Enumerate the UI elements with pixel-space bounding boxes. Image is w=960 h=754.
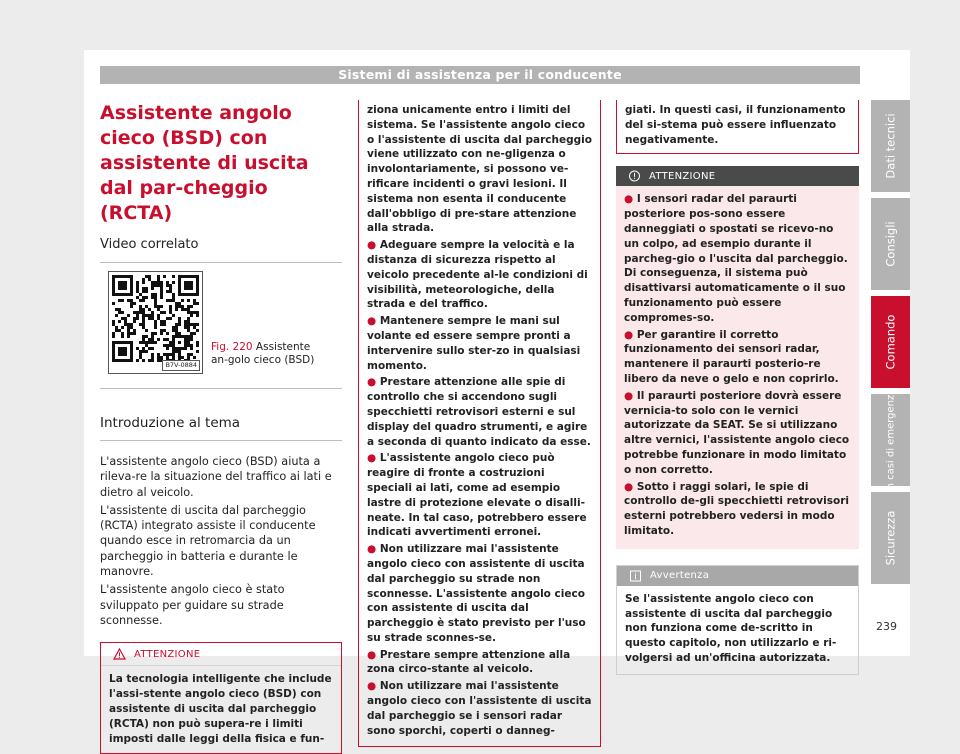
qr-code[interactable]: [108, 271, 203, 374]
paragraph: L'assistente di uscita dal parcheggio (RCTA) integrato assiste il conducente quando esce in retromarcia da un parcheggio in batteria e durante le manovre.: [100, 503, 316, 579]
warning-continuation: [358, 100, 601, 747]
bullet-item: ● L'assistente angolo cieco può reagire di fronte a costruzioni speciali ai lati, come ad esempio lastre di protezione elevate o disalli-neate. In tal caso, potrebbero essere indicati avvertimenti erronei.: [367, 452, 587, 539]
tab-comando[interactable]: Comando: [871, 296, 910, 388]
bullet-item: ● Mantenere sempre le mani sul volante ed essere sempre pronti a intervenire sullo ster-zo in qualsiasi momento.: [367, 315, 581, 372]
bullet-icon: ●: [624, 193, 634, 206]
tab-dati-tecnici[interactable]: Dati tecnici: [871, 100, 910, 192]
figure-caption: [211, 341, 327, 380]
attention-header: [616, 166, 859, 186]
section-title: Introduzione al tema: [100, 414, 342, 441]
page-title: Assistente angolo cieco (BSD) con assistente di uscita dal par-cheggio (RCTA): [100, 102, 309, 224]
intro-text: [100, 454, 342, 628]
paragraph: L'assistente angolo cieco è stato sviluppato per guidare su strade sconnesse.: [100, 583, 285, 627]
bullet-item: ● Sotto i raggi solari, le spie di controllo de-gli specchietti retrovisori esterni potrebbero vedersi in modo limitato.: [624, 480, 849, 537]
warning-header: [101, 643, 341, 666]
column-2: [358, 100, 601, 747]
bullet-icon: ●: [624, 389, 634, 402]
warning-triangle-icon: [113, 648, 126, 660]
bullet-icon: ●: [367, 452, 377, 465]
tab-in-casi-di-emergenza[interactable]: In casi di emergenza: [871, 394, 910, 486]
warning-text: La tecnologia intelligente che include l'assi-stente angolo cieco (BSD) con assistente di uscita dal parcheggio (RCTA) non può supera-re i limiti imposti dalle leggi della fisica e fun-: [109, 673, 332, 746]
page-number: 239: [876, 620, 897, 633]
column-3: [616, 100, 859, 675]
note-label: Avvertenza: [650, 570, 710, 582]
warning-box: [100, 642, 342, 754]
note-text: Se l'assistente angolo cieco con assistente di uscita dal parcheggio non funziona come de-scritto in questo capitolo, non utilizzarlo e ri-volgersi ad un'officina autorizzata.: [625, 592, 837, 664]
bullet-icon: ●: [367, 648, 377, 661]
note-header: [617, 566, 858, 586]
warning-intro: ziona unicamente entro i limiti del sistema. Se l'assistente angolo cieco o l'assistente di uscita dal parcheggio viene utilizzato con ne-gligenza o involontariamente, si possono ve-rificare incidenti o gravi lesioni. Il sistema non esenta il conducente dall'obbligo di pre-stare attenzione alla strada.: [367, 104, 592, 235]
figure-number: Fig. 220: [211, 341, 253, 353]
qr-code-icon: [112, 275, 199, 362]
attention-label: ATTENZIONE: [649, 170, 716, 182]
figure-caption-text: Assistente an-golo cieco (BSD): [211, 341, 315, 366]
bullet-item: ● Prestare attenzione alle spie di controllo che si accendono sugli specchietti retrovisori esterni e sul display del quadro strumenti, e agire a seconda di quanto indicato da esse.: [367, 376, 591, 448]
info-circle-icon: [628, 170, 641, 182]
bullet-icon: ●: [367, 680, 377, 693]
bullet-icon: ●: [367, 239, 377, 252]
warning-label: ATTENZIONE: [134, 648, 201, 660]
bullet-icon: ●: [367, 543, 377, 556]
attention-body: [616, 186, 859, 548]
column-1: [100, 100, 342, 754]
bullet-icon: ●: [624, 480, 634, 493]
bullet-item: ● Prestare sempre attenzione alla zona circo-stante al veicolo.: [367, 648, 571, 676]
bullet-item: ● Non utilizzare mai l'assistente angolo cieco con assistente di uscita dal parcheggio su strade non sconnesse. L'assistente angolo cieco con assistente di uscita dal parcheggio è stato previsto per l'uso su strade sconnes-se.: [367, 543, 586, 644]
warning-continuation-end: giati. In questi casi, il funzionamento del si-stema può essere influenzato negativamente.: [616, 100, 859, 154]
bullet-item: ● Per garantire il corretto funzionamento dei sensori radar, mantenere il paraurti posterio-re libero da neve o gelo e non coprirlo.: [624, 328, 839, 385]
qr-code-tag: B7V-0884: [162, 360, 200, 371]
paragraph: L'assistente angolo cieco (BSD) aiuta a rileva-re la situazione del traffico ai lati e dietro al veicolo.: [100, 455, 332, 499]
bullet-item: ● Adeguare sempre la velocità e la distanza di sicurezza rispetto al veicolo precedente al-le condizioni di visibilità, meteorologiche, della strada e del traffico.: [367, 239, 588, 311]
video-label: Video correlato: [100, 236, 342, 263]
bullet-icon: ●: [367, 376, 377, 389]
bullet-icon: ●: [367, 315, 377, 328]
attention-box: [616, 166, 859, 548]
note-icon: [629, 570, 642, 582]
bullet-icon: ●: [624, 328, 634, 341]
bullet-item: ● Il paraurti posteriore dovrà essere vernicia-to solo con le vernici autorizzate da SEAT. Se si utilizzano altre vernici, l'assistente angolo cieco potrebbe funzionare in modo limitato o non corretto.: [624, 389, 850, 476]
tab-sicurezza[interactable]: Sicurezza: [871, 492, 910, 584]
tab-consigli[interactable]: Consigli: [871, 198, 910, 290]
bullet-item: ● I sensori radar del paraurti posteriore pos-sono essere danneggiati o spostati se ricevo-no un colpo, ad esempio durante il parcheg-gio o l'uscita dal parcheggio. Di conseguenza, il sistema può disattivarsi automaticamente o il suo funzionamento può essere compromes-so.: [624, 193, 848, 324]
figure-220: [100, 271, 342, 389]
bullet-item: ● Non utilizzare mai l'assistente angolo cieco con l'assistente di uscita dal parcheggio se i sensori radar sono sporchi, coperti o danneg-: [367, 680, 592, 737]
chapter-header: Sistemi di assistenza per il conducente: [100, 66, 860, 84]
note-box: [616, 565, 859, 675]
